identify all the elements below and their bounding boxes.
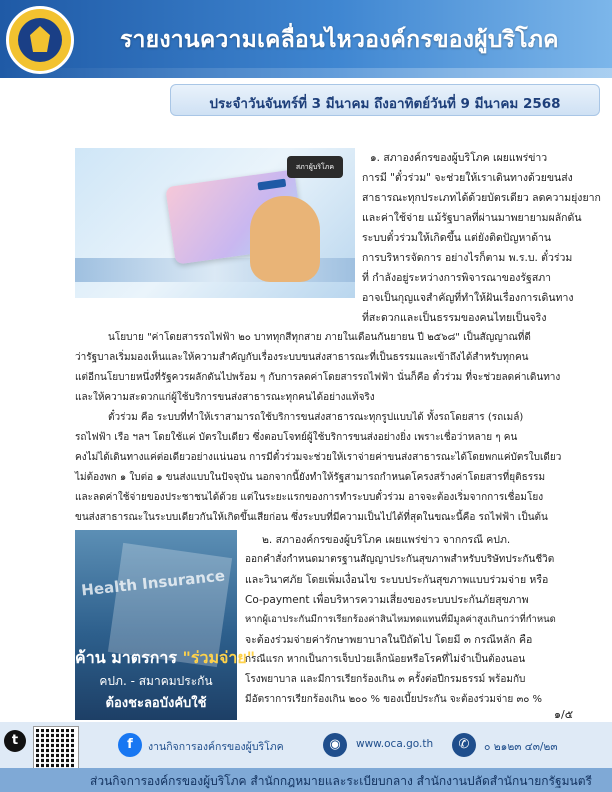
date-range-bar [170,84,600,116]
phone-icon[interactable]: ✆ [452,733,476,757]
article2-image [75,530,256,720]
article1-line: และค่าใช้จ่าย แม้รัฐบาลที่ผ่านมาพยายามผลักดัน [362,212,582,224]
article1-line: ระบบตั๋วร่วมให้เกิดขึ้น แต่ยังติดปัญหาด้าน [362,232,552,244]
article1-body-line: นโยบาย "ค่าโดยสารรถไฟฟ้า ๒๐ บาททุกสีทุกสาย ภายในเดือนกันยายน ปี ๒๕๖๘" เป็นสัญญาณที่ดี [108,332,531,343]
article1-body-line: รถไฟฟ้า เรือ ฯลฯ โดยใช้แค่ บัตรใบเดียว ซึ่งตอบโจทย์ผู้ใช้บริการขนส่งอย่างยิ่ง เพราะเชื่อว่าหลาย ๆ คน [75,432,518,443]
article2-line: จะต้องร่วมจ่ายค่ารักษาพยาบาลในปีถัดไป โดยมี ๓ กรณีหลัก คือ [245,634,533,646]
report-title: รายงานความเคลื่อนไหวองค์กรของผู้บริโภค [120,27,559,53]
article2-line: และวินาศภัย โดยเพิ่มเงื่อนไข ระบบประกันสุขภาพแบบร่วมจ่าย หรือ [245,574,549,586]
headline-prefix: ค้าน มาตรการ [75,648,183,667]
article1-line: ที่สะดวกและเป็นธรรมของคนไทยเป็นจริง [362,312,547,324]
article1-body-line: ไม่ต้องพก ๑ ใบต่อ ๑ ขนส่งแบบในปัจจุบัน นอกจากนี้ยังทำให้รัฐสามารถกำหนดโครงสร้างค่าโดยสารที่ยุติธรรม [75,472,546,483]
government-seal-logo [6,6,74,74]
article1-body-line: ว่ารัฐบาลเริ่มมองเห็นและให้ความสำคัญกับเรื่องระบบขนส่งสาธารณะที่เป็นธรรมและเข้าถึงได้สำหรับทุกคน [75,352,529,363]
facebook-page-link[interactable]: งานกิจการองค์กรของผู้บริโภค [148,741,284,753]
article1-body-line: ขนส่งสาธารณะในระบบเดียวกันให้เกิดขึ้นเสียก่อน ซึ่งระบบที่มีความเป็นไปได้ที่สุดในขณะนี้คือ รถไฟฟ้า เป็นต้น [75,512,548,523]
article1-image [75,148,355,298]
article1-body-line: และให้ความสะดวกแก่ผู้ใช้บริการขนส่งสาธารณะทุกคนได้อย่างแท้จริง [75,392,375,403]
globe-icon[interactable]: ◉ [323,733,347,757]
article1-body-line: ตั๋วร่วม คือ ระบบที่ทำให้เราสามารถใช้บริการขนส่งสาธารณะทุกรูปแบบได้ ทั้งรถโดยสาร (รถเมล์) [108,412,524,423]
seal-emblem-icon [18,18,62,62]
article1-body-line: และลดค่าใช้จ่ายของประชาชนได้ด้วย แต่ในระยะแรกของการทำระบบตั๋วร่วม อาจจะต้องเริ่มจากการเชื่อมโยง [75,492,544,503]
org-strip [0,768,612,792]
page-number: ๑/๕ [554,708,574,721]
phone-number: ๐ ๒๑๒๓ ๔๓/๒๓ [484,741,558,753]
article1-line: การบริหารจัดการ อย่างไรก็ตาม พ.ร.บ. ตั๋วร่วม [362,252,573,264]
article1-body-line: แต่อีกนโยบายหนึ่งที่รัฐควรผลักดันไปพร้อม ๆ กับการลดค่าโดยสารรถไฟฟ้า นั่นก็คือ ตั๋วร่วม ที่จะช่วยลดค่าเดินทาง [75,372,561,383]
article2-line: ออกคำสั่งกำหนดมาตรฐานสัญญาประกันสุขภาพสำหรับบริษัทประกันชีวิต [245,554,555,565]
card-logo-icon [257,179,286,191]
article2-line: หากผู้เอาประกันมีการเรียกร้องค่าสินไหมทดแทนที่มีมูลค่าสูงเกินกว่าที่กำหนด [245,614,556,625]
article2-line: มีอัตราการเรียกร้องเกิน ๒๐๐ % ของเบี้ยประกัน จะต้องร่วมจ่าย ๓๐ % [245,694,543,705]
facebook-icon[interactable]: f [118,733,142,757]
article2-line: กรณีแรก หากเป็นการเจ็บป่วยเล็กน้อยหรือโรคที่ไม่จำเป็นต้องนอน [245,654,526,665]
date-range-text: ประจำวันจันทร์ที่ 3 มีนาคม ถึงอาทิตย์วันที่ 9 มีนาคม 2568 [209,96,561,112]
health-insurance-text: Health Insurance [80,566,226,600]
article2-line: Co-payment เพื่อบริหารความเสี่ยงของระบบประกันภัยสุขภาพ [245,594,529,606]
headline-highlight: "ร่วมจ่าย" [182,648,256,667]
hand-graphic [250,196,320,282]
org-line: ส่วนกิจการองค์กรของผู้บริโภค สำนักกฎหมายและระเบียบกลาง สำนักงานปลัดสำนักนายกรัฐมนตรี [90,774,592,788]
article1-line: สาธารณะทุกประเภทได้ด้วยบัตรเดียว ลดความยุ่งยาก [362,192,601,204]
article1-line: ที่ กำลังอยู่ระหว่างการพิจารณาของรัฐสภา [362,272,552,284]
image-headline [75,646,256,671]
tiktok-icon[interactable]: t [4,730,26,752]
image-tag: สภาผู้บริโภค [287,156,343,178]
image-subline-1: คปภ. - สมาคมประกัน [99,674,213,688]
article1-line: ๑. สภาองค์กรของผู้บริโภค เผยแพร่ข่าว [370,152,548,164]
qr-code-icon [34,727,78,771]
article1-line: การมี "ตั๋วร่วม" จะช่วยให้เราเดินทางด้วยขนส่ง [362,172,573,184]
website-link[interactable]: www.oca.go.th [356,738,434,750]
article1-line: อาจเป็นกุญแจสำคัญที่ทำให้ฝันเรื่องการเดินทาง [362,292,574,304]
article1-body-line: คงไม่ได้เดินทางแค่ต่อเดียวอย่างแน่นอน การมีตั๋วร่วมจะช่วยให้เราจ่ายค่าขนส่งสาธารณะได้โดยพกแค่บัตรใบเดียว [75,452,562,463]
article2-line: ๒. สภาองค์กรของผู้บริโภค เผยแพร่ข่าว จากกรณี คปภ. [262,534,511,546]
article2-line: โรงพยาบาล และมีการเรียกร้องเกิน ๓ ครั้งต่อปีกรมธรรม์ พร้อมกับ [245,674,526,685]
image-subline-2: ต้องชะลอบังคับใช้ [105,696,207,711]
